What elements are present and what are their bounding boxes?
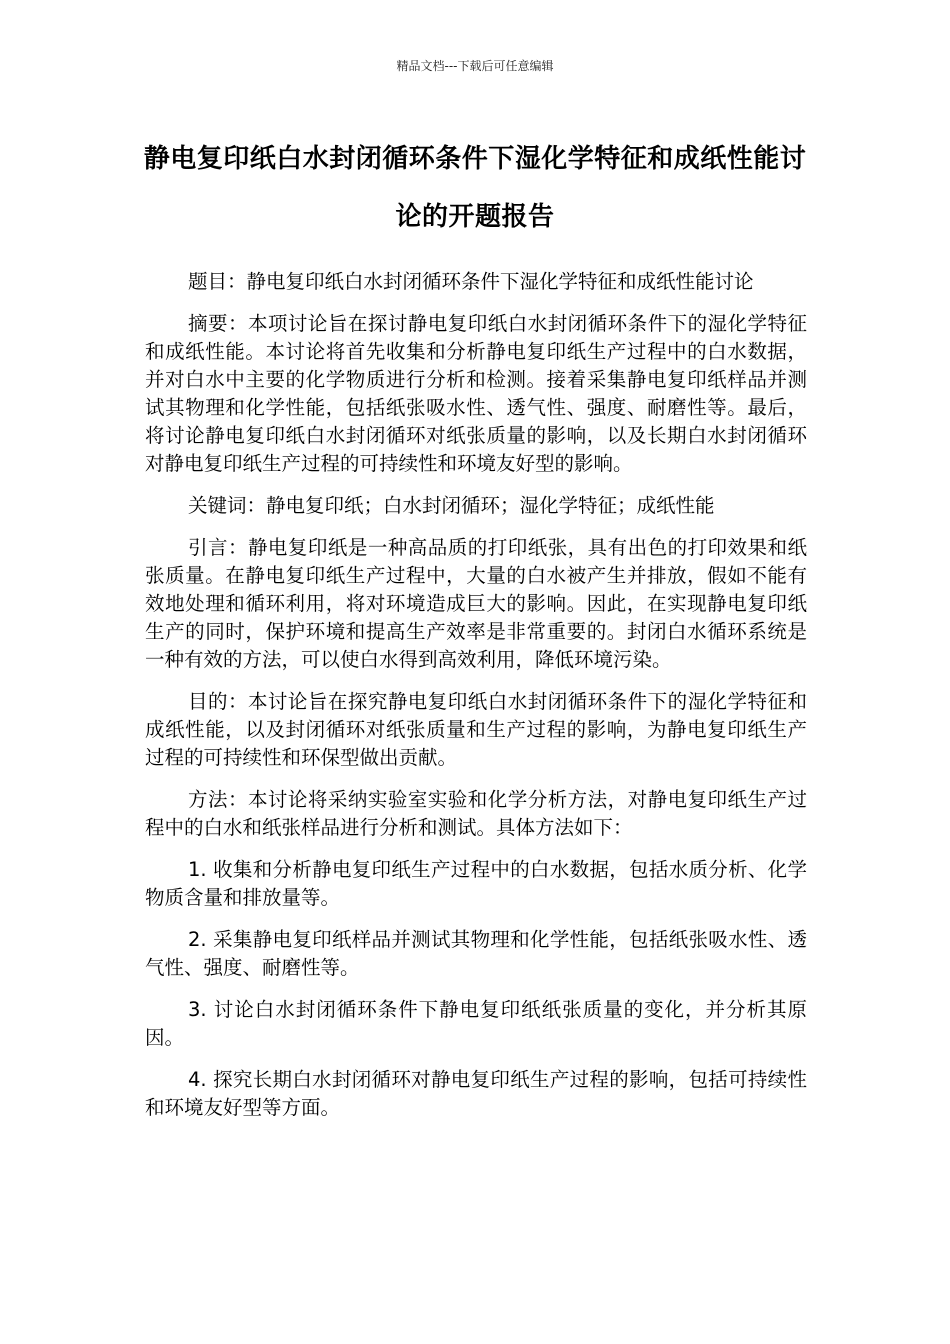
- paragraph-abstract: 摘要：本项讨论旨在探讨静电复印纸白水封闭循环条件下的湿化学特征和成纸性能。本讨论将首先收集和分析静电复印纸生产过程中的白水数据，并对白水中主要的化学物质进行分析和检测。接着采集静电复印纸样品并测试其物理和化学性能，包括纸张吸水性、透气性、强度、耐磨性等。最后，将讨论静电复印纸白水封闭循环对纸张质量的影响，以及长期白水封闭循环对静电复印纸生产过程的可持续性和环境友好型的影响。: [145, 312, 807, 475]
- paragraph-topic: 题目：静电复印纸白水封闭循环条件下湿化学特征和成纸性能讨论: [188, 270, 754, 293]
- method-step-1: 1. 收集和分析静电复印纸生产过程中的白水数据，包括水质分析、化学物质含量和排放量等。: [145, 858, 807, 909]
- method-step-3: 3. 讨论白水封闭循环条件下静电复印纸纸张质量的变化，并分析其原因。: [145, 998, 807, 1049]
- paragraph-method: 方法：本讨论将采纳实验室实验和化学分析方法，对静电复印纸生产过程中的白水和纸张样品进行分析和测试。具体方法如下：: [145, 788, 807, 839]
- document-title: 静电复印纸白水封闭循环条件下湿化学特征和成纸性能讨论的开题报告: [143, 144, 807, 232]
- paragraph-introduction: 引言：静电复印纸是一种高品质的打印纸张，具有出色的打印效果和纸张质量。在静电复印纸生产过程中，大量的白水被产生并排放，假如不能有效地处理和循环利用，将对环境造成巨大的影响。因此，在实现静电复印纸生产的同时，保护环境和提高生产效率是非常重要的。封闭白水循环系统是一种有效的方法，可以使白水得到高效利用，降低环境污染。: [145, 536, 807, 671]
- header-note: 精品文档---下载后可任意编辑: [396, 59, 554, 73]
- paragraph-keywords: 关键词：静电复印纸；白水封闭循环；湿化学特征；成纸性能: [188, 494, 715, 517]
- document-body: [145, 268, 807, 1136]
- method-step-4: 4. 探究长期白水封闭循环对静电复印纸生产过程的影响，包括可持续性和环境友好型等方面。: [145, 1068, 807, 1119]
- paragraph-purpose: 目的：本讨论旨在探究静电复印纸白水封闭循环条件下的湿化学特征和成纸性能，以及封闭循环对纸张质量和生产过程的影响，为静电复印纸生产过程的可持续性和环保型做出贡献。: [145, 690, 807, 769]
- method-step-2: 2. 采集静电复印纸样品并测试其物理和化学性能，包括纸张吸水性、透气性、强度、耐磨性等。: [145, 928, 807, 979]
